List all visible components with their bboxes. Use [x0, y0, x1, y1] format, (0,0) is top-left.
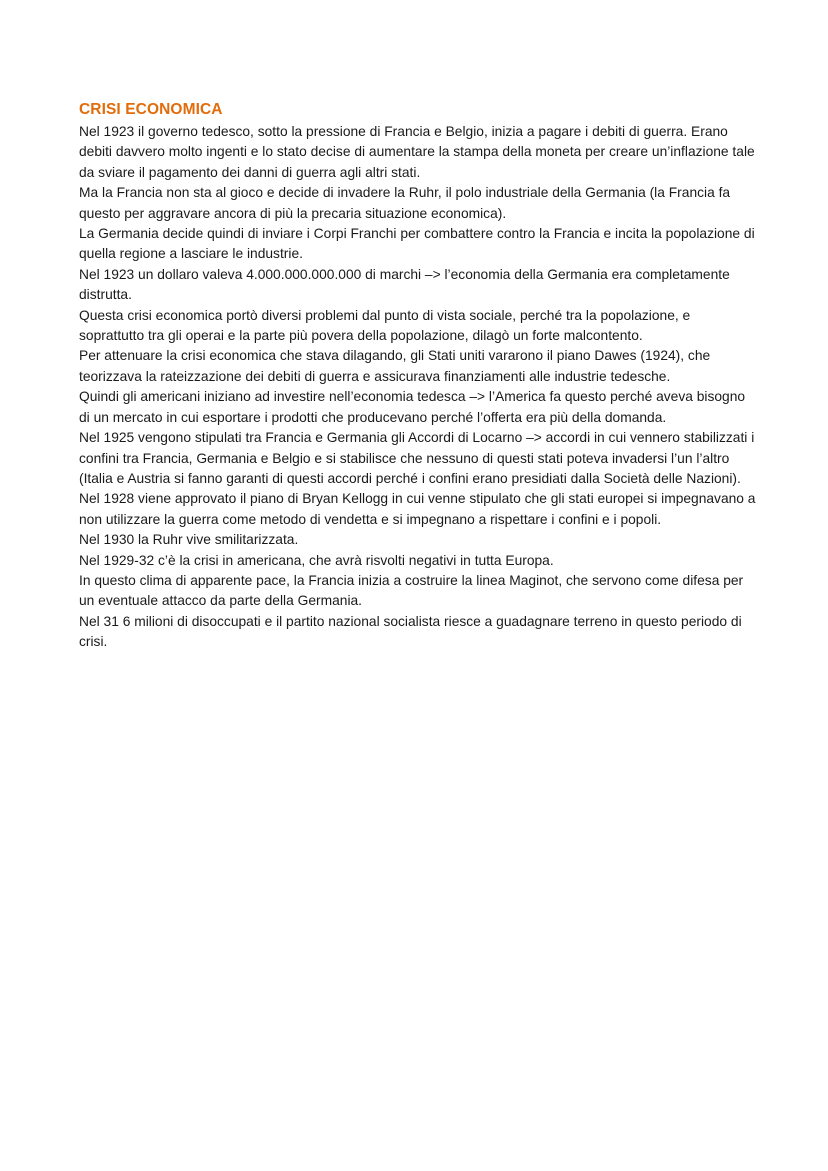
- paragraph: Per attenuare la crisi economica che stava dilagando, gli Stati uniti vararono il piano Dawes (1924), che teorizzava la rateizzazione dei debiti di guerra e assicurava finanziamenti alle industrie tedesche.: [79, 348, 711, 384]
- paragraph: Nel 31 6 milioni di disoccupati e il partito nazional socialista riesce a guadagnare terreno in questo periodo di crisi.: [79, 613, 742, 650]
- paragraph: Ma la Francia non sta al gioco e decide di invadere la Ruhr, il polo industriale della Germania (la Francia fa questo per aggravare ancora di più la precaria situazione economica).: [79, 185, 731, 221]
- paragraph: La Germania decide quindi di inviare i Corpi Franchi per combattere contro la Francia e incita la popolazione di quella regione a lasciare le industrie.: [79, 226, 755, 262]
- paragraph: Nel 1928 viene approvato il piano di Bryan Kellogg in cui venne stipulato che gli stati europei si impegnavano a non utilizzare la guerra come metodo di vendetta e si impegnano a rispettare i confini e i popoli.: [79, 491, 756, 527]
- paragraph: Quindi gli americani iniziano ad investire nell’economia tedesca –> l’America fa questo perché aveva bisogno di un mercato in cui esportare i prodotti che producevano perché l’offerta era più della domanda.: [79, 389, 746, 425]
- paragraph: Nel 1930 la Ruhr vive smilitarizzata.: [79, 532, 299, 548]
- paragraph: Nel 1923 il governo tedesco, sotto la pressione di Francia e Belgio, inizia a pagare i debiti di guerra. Erano debiti davvero molto ingenti e lo stato decise di aumentare la stampa della moneta per creare un’inflazione tale da sviare il pagamento dei danni di guerra agli altri stati.: [79, 124, 755, 180]
- paragraph: Nel 1929-32 c’è la crisi in americana, che avrà risvolti negativi in tutta Europa.: [79, 552, 554, 568]
- document-body: [79, 100, 759, 653]
- paragraph: Nel 1923 un dollaro valeva 4.000.000.000.000 di marchi –> l’economia della Germania era completamente distrutta.: [79, 266, 730, 303]
- paragraph: Questa crisi economica portò diversi problemi dal punto di vista sociale, perché tra la popolazione, e soprattutto tra gli operai e la parte più povera della popolazione, dilagò un forte malcontento.: [79, 307, 691, 344]
- paragraph: In questo clima di apparente pace, la Francia inizia a costruire la linea Maginot, che servono come difesa per un eventuale attacco da parte della Germania.: [79, 572, 744, 609]
- paragraph: Nel 1925 vengono stipulati tra Francia e Germania gli Accordi di Locarno –> accordi in cui vennero stabilizzati i confini tra Francia, Germania e Belgio e si stabilisce che nessuno di questi stati poteva invadersi l’un l’altro (Italia e Austria si fanno garanti di questi accordi perché i confini erano presidiati dalla Società delle Nazioni).: [79, 430, 755, 486]
- section-heading: CRISI ECONOMICA: [79, 101, 223, 118]
